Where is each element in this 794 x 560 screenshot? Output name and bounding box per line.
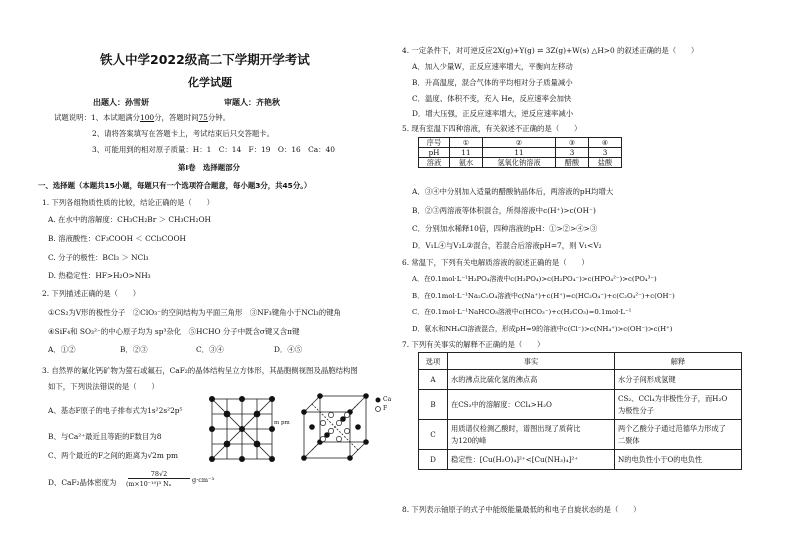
legend-f: F [383,405,388,412]
q7-row-a [419,370,742,390]
q5-row-label: 溶液 [419,158,450,168]
q3-option-a: A、基态F原子的电子排布式为1s²2s²2p⁵ [48,406,183,415]
q5-cell: 盐酸 [589,158,622,168]
q7-header-row [419,353,742,370]
q7-header: 事实 [448,353,615,370]
q5-option-c: C．分别加水稀释10倍，四种溶液的pH：①>②>④>③ [412,224,598,233]
q4-option-a: A．加入少量W，正反应速率增大，平衡向左移动 [412,62,573,71]
q6-option-b: B．在0.1mol·L⁻¹Na₂C₂O₄溶液中c(Na⁺)+c(H⁺)=c(HC₂O₄⁻)+c(C₂O₄²⁻)+c(OH⁻) [412,292,675,300]
q5-cell: 3 [589,148,622,158]
subject-title: 化学试题 [188,76,232,89]
q5-cell: ④ [589,138,622,148]
q1-option-d: D. 热稳定性：HF>H₂O>NH₃ [48,271,151,280]
q6-option-a: A．在0.1mol·L⁻¹H₃PO₄溶液中c(H₃PO₄)>c(H₂PO₄⁻)>c(HPO₄²⁻)>c(PO₄³⁻) [412,275,657,283]
q5-row-solution [419,158,622,168]
q5-row-ph [419,148,622,158]
q7-fact: 稳定性：[Cu(H₂O)₄]²⁺<[Cu(NH₃)₄]²⁺ [448,450,615,470]
q5-option-a: A．③④中分别加入适量的醋酸钠晶体后，两溶液的pH均增大 [412,187,614,196]
q5-cell: 3 [556,148,589,158]
q3-density-denominator: (m×10⁻¹⁰)³ Nₐ [126,481,172,488]
q7-explanation: CS₂、CCl₄为非极性分子，而H₂O 为极性分子 [615,390,742,420]
q7-option: A [419,370,448,390]
reviewer: 审题人：齐艳秋 [224,98,280,107]
q3-density-numerator: 78√2 [128,470,190,479]
q2-option-c: C．③④ [196,345,224,354]
q5-cell: 11 [450,148,483,158]
q7-fact: 水的沸点比硫化氢的沸点高 [448,370,615,390]
q7-explanation: 两个乙酸分子通过范德华力形成了 二聚体 [615,420,742,450]
q7-fact: 在CS₂中的溶解度：CCl₄>H₂O [448,390,615,420]
q5-option-b: B．②③两溶液等体积混合，所得溶液中c(H⁺)>c(OH⁻) [412,206,596,215]
q5-cell: 氨水 [450,158,483,168]
q4-option-b: B．升高温度，混合气体的平均相对分子质量减小 [412,78,573,87]
section-instructions: 一、选择题（本题共15小题，每题只有一个选项符合题意，每小题3分，共45分。） [38,181,312,190]
q6-stem: 6. 常温下，下列有关电解质溶液的叙述正确的是（ ） [402,258,589,267]
q1-option-c: C. 分子的极性：BCl₃ ＞ NCl₃ [48,253,149,262]
q3-option-b: B、与Ca²⁺最近且等距的F数目为8 [48,432,162,441]
q5-row-index [419,138,622,148]
q7-row-d [419,450,742,470]
q3-density-unit: g·cm⁻³ [192,476,215,484]
q4-stem: 4. 一定条件下，对可逆反应2X(g)+Y(g) ⇌ 3Z(g)+W(s) △H>0 的叙述正确的是（ ） [402,46,699,55]
q5-table [418,137,622,168]
crystal-side-view-figure [206,393,278,465]
q7-option: C [419,420,448,450]
q3-option-d-label: D、CaF₂晶体密度为 [48,478,117,487]
q7-stem: 7. 下列有关事实的解释不正确的是（ ） [402,340,545,349]
legend-ca: Ca [383,396,392,403]
q5-row-label: pH [419,148,450,158]
section-heading: 第Ⅰ卷 选择题部分 [178,163,240,172]
q2-option-a: A．①② [48,345,76,354]
q7-explanation: 水分子间形成氢键 [615,370,742,390]
legend-markers [374,396,382,414]
q6-option-d: D．氨水和NH₄Cl溶液混合，形成pH=9的溶液中c(Cl⁻)>c(NH₄⁺)>c(OH⁻)>c(H⁺) [412,325,673,333]
q2-option-b: B．②③ [120,345,148,354]
q7-option: D [419,450,448,470]
q2-statements-1: ①CS₂为V形的极性分子 ②ClO₃⁻的空间结构为平面三角形 ③NF₃键角小于NCl₃的键角 [48,308,341,317]
exam-title: 铁人中学2022级高二下学期开学考试 [100,52,310,67]
q7-header: 解释 [615,353,742,370]
q3-stem-line1: 3. 自然界的氟化钙矿物为萤石或氟石，CaF₂的晶体结构呈立方体形，其晶胞侧视图及晶胞结构图 [42,366,358,375]
q2-statements-2: ④SiF₄和 SO₃²⁻的中心原子均为 sp³杂化 ⑤HCHO 分子中既含σ键又含π键 [48,327,300,336]
q5-cell: ③ [556,138,589,148]
q1-option-b: B. 溶液酸性：CF₃COOH ＜ CCl₃COOH [48,234,186,243]
setter: 出题人：孙雪妍 [93,98,149,107]
q5-cell: ② [483,138,556,148]
q3-stem-line2: 如下，下列说法错误的是（ ） [48,382,159,391]
q5-stem: 5. 现有室温下四种溶液，有关叙述不正确的是（ ） [402,124,582,133]
q1-stem: 1. 下列各组物质性质的比较，结论正确的是（ ） [42,198,214,207]
note-line2: 2、请将答案填写在答题卡上，考试结束后只交答题卡。 [92,129,275,138]
q7-row-b [419,390,742,420]
q7-table [418,352,742,470]
q3-edge-label: m pm [274,420,290,426]
q7-fact: 用质谱仪检测乙酸时，谱图出现了质荷比 为120的峰 [448,420,615,450]
q5-row-label: 序号 [419,138,450,148]
q5-cell: 11 [483,148,556,158]
q5-cell: ① [450,138,483,148]
q3-option-c: C、两个最近的F之间的距离为√2m pm [48,451,178,460]
q6-option-c: C．在0.1mol·L⁻¹NaHCO₃溶液中c(HCO₃⁻)+c(H₂CO₃)=0.1mol·L⁻¹ [412,308,632,316]
q7-option: B [419,390,448,420]
q5-cell: 醋酸 [556,158,589,168]
q8-stem: 8. 下列表示铀原子的式子中能级能量最低的和电子自旋状态的是（ ） [402,505,641,514]
note-line1: 试题说明：1、本试题满分100分，答题时间75分钟。 [54,113,231,122]
note-line3: 3、可能用到的相对原子质量：H：1 C：14 F：19 O：16 Ca：40 [92,145,335,154]
q5-cell: 氢氧化钠溶液 [483,158,556,168]
q5-option-d: D．V₁L④与V₂L②混合，若混合后溶液pH=7，则 V₁<V₂ [412,241,602,250]
q7-row-c [419,420,742,450]
q7-explanation: N的电负性小于O的电负性 [615,450,742,470]
q2-stem: 2. 下列描述正确的是（ ） [42,289,141,298]
q7-header: 选项 [419,353,448,370]
q4-option-d: D．增大压强，正反应速率增大，逆反应速率减小 [412,109,574,118]
crystal-unit-cell-figure [300,392,372,466]
q4-option-c: C．温度、体积不变，充入 He，反应速率会加快 [412,94,572,103]
q2-option-d: D．④⑤ [274,345,303,354]
q1-option-a: A. 在水中的溶解度：CH₃CH₂Br ＞ CH₃CH₂OH [48,215,211,224]
